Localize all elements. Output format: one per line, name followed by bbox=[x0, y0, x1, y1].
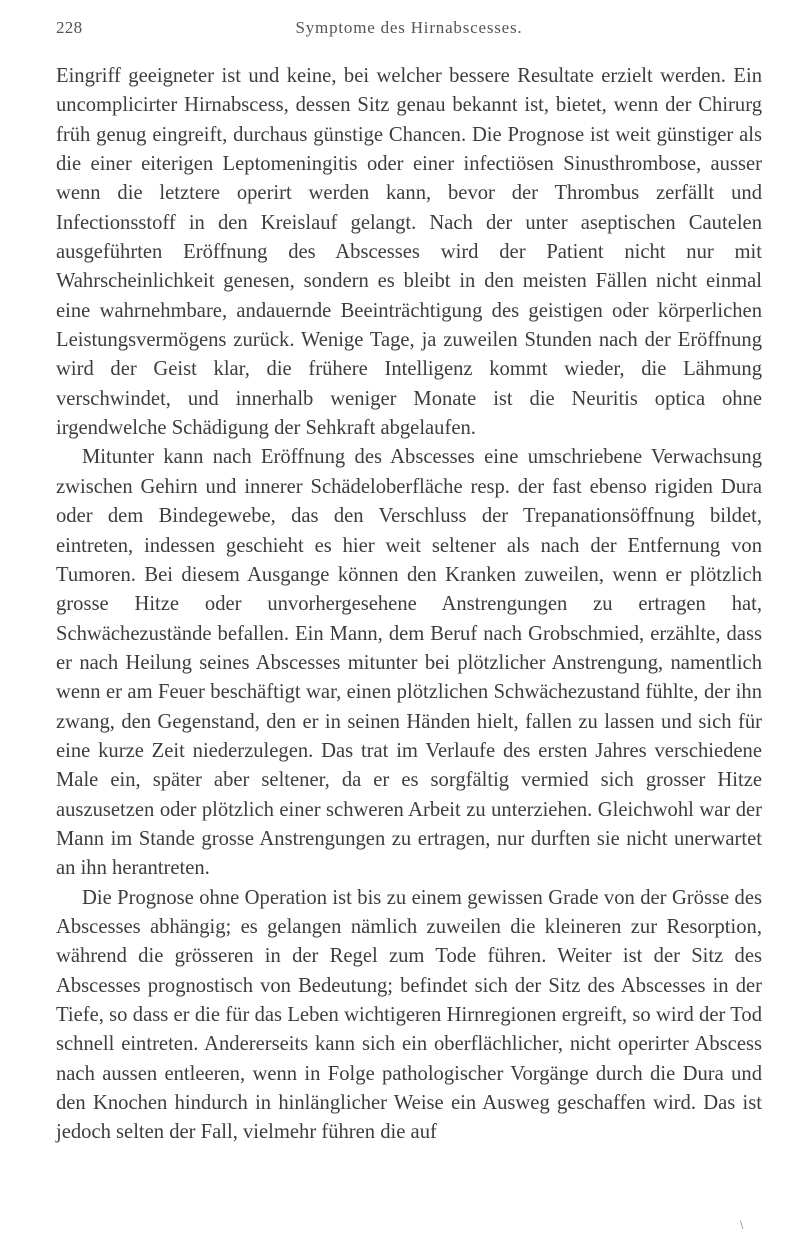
body-text bbox=[56, 62, 762, 1148]
page-number: 228 bbox=[56, 18, 83, 37]
running-header bbox=[56, 18, 762, 42]
book-page bbox=[56, 18, 762, 1148]
paragraph-3: Die Prognose ohne Operation ist bis zu einem gewissen Grade von der Grösse des Abscesses abhängig; es gelangen nämlich zuweilen die kleineren zur Resorption, während die grösseren in der Regel zum Tode führen. Weiter ist der Sitz des Abscesses prognostisch von Bedeutung; befindet sich der Sitz des Abscesses in der Tiefe, so dass er die für das Leben wichtigeren Hirnregionen ergreift, so wird der Tod schnell eintreten. Andererseits kann sich ein oberflächlicher, nicht operirter Abscess nach aussen entleeren, wenn in Folge pathologischer Vorgänge durch die Dura und den Knochen hindurch in hinlänglicher Weise ein Ausweg geschaffen wird. Das ist jedoch selten der Fall, vielmehr führen die auf bbox=[56, 886, 762, 1144]
running-title: Symptome des Hirnabscesses. bbox=[295, 18, 523, 37]
paragraph-2: Mitunter kann nach Eröffnung des Abscesses eine umschriebene Verwachsung zwischen Gehirn und innerer Schädeloberfläche resp. der fast ebenso rigiden Dura oder dem Bindegewebe, das den Verschluss der Trepanationsöffnung bildet, eintreten, indessen geschieht es hier weit seltener als nach der Entfernung von Tumoren. Bei diesem Ausgange können den Kranken zuweilen, wenn er plötzlich grosse Hitze oder unvorhergesehene Anstrengungen zu ertragen hat, Schwächezustände befallen. Ein Mann, dem Beruf nach Grobschmied, erzählte, dass er nach Heilung seines Abscesses mitunter bei plötzlicher Anstrengung, namentlich wenn er am Feuer beschäftigt war, einen plötzlichen Schwächezustand fühlte, der ihn zwang, den Gegenstand, den er in seinen Händen hielt, fallen zu lassen und sich für eine kurze Zeit niederzulegen. Das trat im Verlaufe des ersten Jahres verschiedene Male ein, später aber seltener, da er es sorgfältig vermied sich grosser Hitze auszusetzen oder plötzlich einer schweren Arbeit zu unterziehen. Gleichwohl war der Mann im Stande grosse Anstrengungen zu ertragen, nur durften sie nicht unerwartet an ihn herantreten. bbox=[56, 446, 762, 880]
footer-mark: \ bbox=[740, 1220, 744, 1231]
paragraph-1: Eingriff geeigneter ist und keine, bei welcher bessere Resultate erzielt werden. Ein uncomplicirter Hirnabscess, dessen Sitz genau bekannt ist, bietet, wenn der Chirurg früh genug eingreift, durchaus günstige Chancen. Die Prognose ist weit günstiger als die einer eiterigen Leptomeningitis oder einer infectiösen Sinusthrombose, ausser wenn die letztere operirt werden kann, bevor der Thrombus zerfällt und Infectionsstoff in den Kreislauf gelangt. Nach der unter aseptischen Cautelen ausgeführten Eröffnung des Abscesses wird der Patient nicht nur mit Wahrscheinlichkeit genesen, sondern es bleibt in den meisten Fällen nicht einmal eine wahrnehmbare, andauernde Beeinträchtigung des geistigen oder körperlichen Leistungsvermögens zurück. Wenige Tage, ja zuweilen Stunden nach der Eröffnung wird der Geist klar, die frühere Intelligenz kommt wieder, die Lähmung verschwindet, und innerhalb weniger Monate ist die Neuritis optica ohne irgendwelche Schädigung der Sehkraft abgelaufen. bbox=[56, 65, 762, 440]
